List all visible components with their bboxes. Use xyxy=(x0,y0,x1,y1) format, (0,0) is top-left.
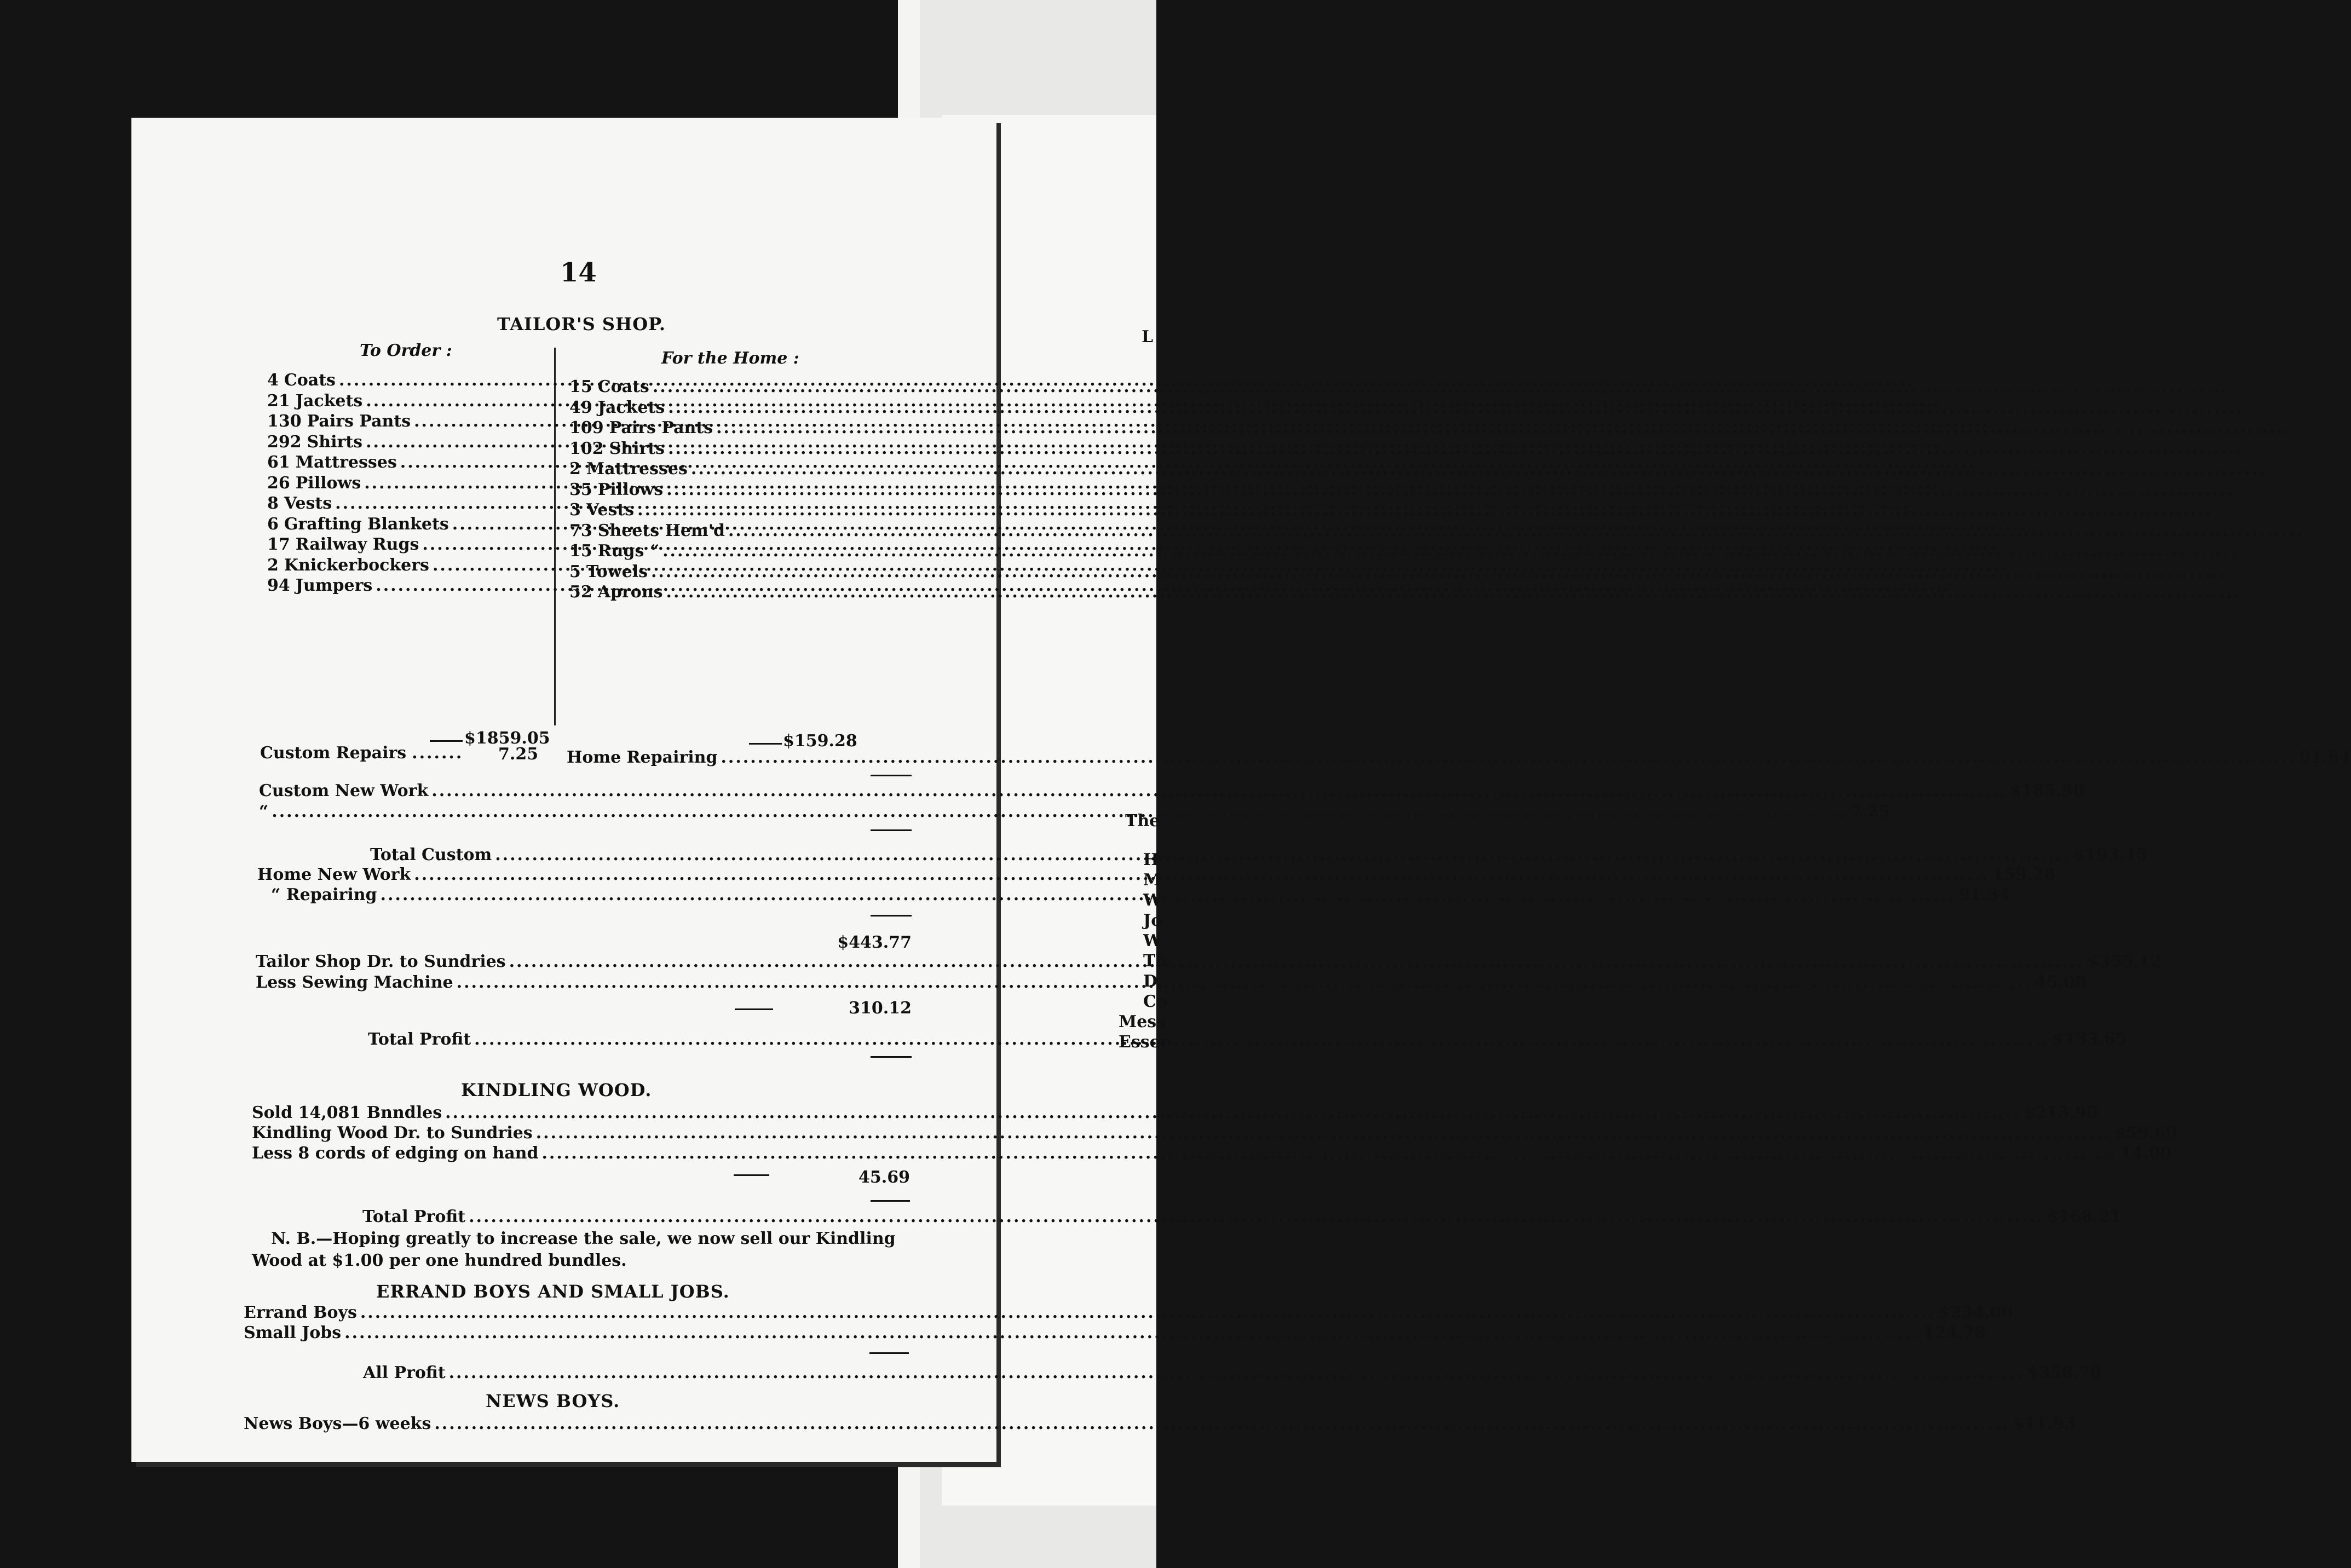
item-row xyxy=(569,480,803,499)
item-row xyxy=(569,541,803,561)
rule xyxy=(871,775,912,776)
less-sewing-machine-row: Less Sewing Machine ..... 45.00 xyxy=(256,973,833,992)
item-row xyxy=(569,562,803,581)
to-order-heading: To Order : xyxy=(360,341,452,360)
facing-page-fragment: Th xyxy=(1143,952,1168,971)
rule xyxy=(869,1352,909,1354)
item-quantity: 109 xyxy=(569,418,604,437)
facing-page-fragment: H xyxy=(1143,850,1159,869)
item-quantity: 5 xyxy=(569,562,581,581)
item-row xyxy=(267,391,489,411)
item-label: Mattresses xyxy=(295,453,397,472)
item-label: Vests xyxy=(284,494,332,513)
facing-page-fragment: L xyxy=(1142,327,1154,347)
item-quantity: 35 xyxy=(569,480,592,499)
errand-boys-title: ERRAND BOYS AND SMALL JOBS. xyxy=(376,1281,730,1302)
small-jobs-row: Small Jobs ..... 124.78 xyxy=(244,1323,909,1342)
news-boys-title: NEWS BOYS. xyxy=(486,1391,620,1411)
item-row xyxy=(267,556,489,575)
item-quantity: 130 xyxy=(267,412,302,431)
item-label: Coats xyxy=(284,371,336,390)
item-label: Vests xyxy=(586,500,635,520)
kindling-sold-row: Sold 14,081 Bnndles ..... $213.90 xyxy=(252,1103,910,1122)
facing-page-fragment: Essor xyxy=(1119,1033,1169,1052)
item-quantity: 4 xyxy=(267,371,279,390)
leader-dots xyxy=(668,439,2243,458)
facing-page-fragment: Mess xyxy=(1119,1012,1166,1031)
item-quantity: 73 xyxy=(569,521,592,540)
rule xyxy=(735,1008,773,1010)
item-row xyxy=(267,412,489,431)
tailor-sum: $443.77 xyxy=(837,933,912,952)
item-row xyxy=(569,500,803,520)
item-label: Railway Rugs xyxy=(295,535,419,554)
item-label: Aprons xyxy=(597,583,663,602)
item-quantity: 3 xyxy=(569,500,581,520)
item-row xyxy=(267,494,489,513)
errand-profit-row: All Profit ..... $358.78 xyxy=(363,1363,909,1382)
item-row xyxy=(267,535,489,554)
item-quantity: 292 xyxy=(267,432,302,452)
item-label: Pillows xyxy=(295,473,361,493)
to-order-total: $1859.05 xyxy=(464,729,550,748)
leader-dots xyxy=(668,398,2243,417)
item-quantity: 15 xyxy=(569,541,592,561)
item-row xyxy=(267,515,489,534)
item-row xyxy=(569,377,803,396)
leader-dots xyxy=(691,459,2266,479)
rule xyxy=(871,1056,912,1058)
for-home-total: $159.28 xyxy=(783,731,857,751)
rule xyxy=(734,1174,769,1176)
item-label: Rugs “ xyxy=(597,541,660,561)
item-row xyxy=(267,433,489,452)
item-label: Jumpers xyxy=(295,576,373,595)
item-quantity: 17 xyxy=(267,535,290,554)
page-number: 14 xyxy=(560,257,597,288)
item-row xyxy=(569,459,803,479)
item-row xyxy=(569,418,803,437)
item-row xyxy=(569,439,803,458)
item-quantity: 2 xyxy=(569,459,581,479)
item-row xyxy=(267,576,489,595)
item-label: Towels xyxy=(586,562,648,581)
home-repairing-row: Home Repairing ..... 91.64 xyxy=(567,748,912,767)
leader-dots xyxy=(653,377,2228,396)
kindling-profit-row: Total Profit ..... $168.21 xyxy=(362,1207,910,1226)
leader-dots xyxy=(716,418,2291,437)
item-label: Sheets Hem'd xyxy=(597,521,725,540)
leader-dots xyxy=(728,521,2303,540)
item-row xyxy=(569,398,803,417)
item-quantity: 26 xyxy=(267,473,290,493)
home-repairing-row-2: “ Repairing ..... 91.34 xyxy=(271,885,912,904)
custom-repairs-value: 7.25 xyxy=(498,745,539,764)
item-label: Mattresses xyxy=(586,459,688,479)
leader-dots xyxy=(651,562,2226,581)
item-quantity: 61 xyxy=(267,453,290,472)
custom-repairs-label: Custom Repairs ....... xyxy=(260,743,464,763)
facing-page-fragment: The xyxy=(1125,811,1160,831)
errand-boys-row: Errand Boys ..... $234.00 xyxy=(244,1303,909,1322)
item-label: Pairs Pants xyxy=(609,418,713,437)
item-row xyxy=(267,371,489,390)
tailor-shop-title: TAILOR'S SHOP. xyxy=(497,314,666,335)
facing-page-fragment: Jo xyxy=(1143,911,1162,930)
item-quantity: 6 xyxy=(267,514,279,534)
item-label: Grafting Blankets xyxy=(284,514,449,534)
item-quantity: 8 xyxy=(267,494,279,513)
item-quantity: 15 xyxy=(569,377,592,396)
facing-page-fragment: M xyxy=(1143,871,1162,890)
tailor-dr-sundries-row: Tailor Shop Dr. to Sundries ..... $355.12 xyxy=(256,952,843,971)
kindling-net: 45.69 xyxy=(858,1168,910,1187)
rule xyxy=(871,829,912,831)
item-quantity: 49 xyxy=(569,397,592,417)
item-label: Shirts xyxy=(609,439,665,458)
item-quantity: 94 xyxy=(267,576,290,595)
kindling-wood-title: KINDLING WOOD. xyxy=(461,1080,652,1100)
item-label: Knickerbockers xyxy=(284,555,429,575)
item-row xyxy=(267,474,489,493)
facing-page-fragment: W xyxy=(1143,931,1162,950)
for-home-heading: For the Home : xyxy=(661,349,799,368)
facing-page-fragment: W xyxy=(1143,891,1162,910)
item-label: Coats xyxy=(597,377,649,396)
item-quantity: 52 xyxy=(569,583,592,602)
rule xyxy=(430,740,463,742)
total-custom-row: Total Custom ..... $193.15 xyxy=(370,845,912,864)
rule xyxy=(871,1200,910,1202)
item-quantity: 21 xyxy=(267,391,290,411)
item-quantity: 2 xyxy=(267,555,279,575)
leader-dots xyxy=(666,480,2241,499)
item-row xyxy=(569,521,803,540)
leader-dots xyxy=(666,583,2241,602)
item-quantity: 102 xyxy=(569,439,604,458)
item-label: Shirts xyxy=(307,432,363,452)
item-label: Jackets xyxy=(597,397,665,417)
home-new-work-row: Home New Work ..... 159.28 xyxy=(257,865,912,884)
tailor-net: 310.12 xyxy=(849,999,912,1018)
item-label: Pillows xyxy=(597,480,664,499)
leader-dots xyxy=(662,541,2238,561)
item-label: Pairs Pants xyxy=(307,412,411,431)
tailor-total-profit-row: Total Profit ..... $133.65 xyxy=(368,1030,912,1049)
ditto-row: “ ..... 7.25 xyxy=(259,802,912,821)
custom-new-work-row: Custom New Work ..... $185.90 xyxy=(259,781,912,800)
news-boys-row: News Boys—6 weeks ..... $11.93 xyxy=(244,1414,909,1433)
kindling-note-line2: Wood at $1.00 per one hundred bundles. xyxy=(252,1251,627,1270)
kindling-note-line1: N. B.—Hoping greatly to increase the sale, we now sell our Kindling xyxy=(271,1229,896,1248)
rule xyxy=(749,743,782,745)
facing-page-fragment: D. xyxy=(1143,972,1163,991)
leader-dots xyxy=(637,500,2212,520)
kindling-dr-row: Kindling Wood Dr. to Sundries ..... $59.69 xyxy=(252,1123,846,1143)
item-row xyxy=(569,583,803,602)
facing-page-fragment: Co xyxy=(1143,992,1167,1011)
item-label: Jackets xyxy=(295,391,363,411)
rule xyxy=(871,915,912,916)
item-row xyxy=(267,453,489,472)
kindling-less-row: Less 8 cords of edging on hand ..... 14.00 xyxy=(252,1144,846,1163)
